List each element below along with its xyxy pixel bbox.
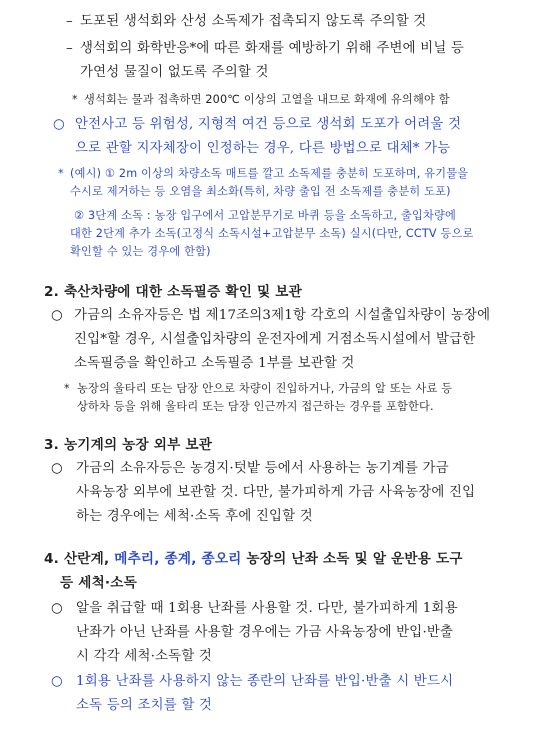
section-heading xyxy=(44,550,463,568)
body-text: 가금의 소유자등은 법 제17조의3제1항 각호의 시설출입차량이 농장에 xyxy=(74,308,491,323)
body-text: 도포된 생석회와 산성 소독제가 접촉되지 않도록 주의할 것 xyxy=(80,14,427,29)
section-heading: 3. 농기계의 농장 외부 보관 xyxy=(44,437,213,453)
example-text: 확인할 수 있는 경우에 한함) xyxy=(70,245,211,258)
heading-highlight: 메추리, 종계, 종오리 xyxy=(114,551,242,567)
note-mark: * xyxy=(64,382,70,395)
section-heading-cont: 등 세척·소독 xyxy=(60,575,137,591)
body-text: 생석회의 화학반응*에 따른 화재를 예방하기 위해 주변에 비닐 등 xyxy=(80,41,465,56)
body-text: 진입*할 경우, 시설출입차량의 운전자에게 거점소독시설에서 발급한 xyxy=(74,332,476,347)
footnote-text: 상하차 등을 위해 울타리 또는 담장 인근까지 접근하는 경우를 포함한다. xyxy=(77,400,434,413)
body-text: 난좌가 아닌 난좌를 사용할 경우에는 가금 사육농장에 반입·반출 xyxy=(76,625,454,640)
body-text-highlight: 1회용 난좌를 사용하지 않는 종란의 난좌를 반입·반출 시 반드시 xyxy=(76,674,454,689)
note-mark: * xyxy=(72,93,78,106)
circle-bullet: ○ xyxy=(51,308,63,323)
body-text: 알을 취급할 때 1회용 난좌를 사용할 것. 다만, 불가피하게 1회용 xyxy=(76,601,458,616)
note-mark: * xyxy=(58,167,64,180)
dash-marker: – xyxy=(66,14,73,29)
footnote-text: 농장의 울타리 또는 담장 안으로 차량이 진입하거나, 가금의 알 또는 사료 등 xyxy=(77,382,453,395)
body-text-highlight: 으로 관할 지자체장이 인정하는 경우, 다른 방법으로 대체* 가능 xyxy=(75,141,451,156)
example-text: ② 3단계 소독 : 농장 입구에서 고압분무기로 바퀴 등을 소독하고, 출입차량에 xyxy=(74,209,457,222)
heading-part: 농장의 난좌 소독 및 알 운반용 도구 xyxy=(241,551,463,567)
section-heading: 2. 축산차량에 대한 소독필증 확인 및 보관 xyxy=(44,284,302,300)
circle-bullet: ○ xyxy=(51,601,63,616)
circle-bullet: ○ xyxy=(51,461,63,476)
body-text: 하는 경우에는 세척·소독 후에 진입할 것 xyxy=(76,509,313,524)
body-text: 가금의 소유자등은 농경지·텃밭 등에서 사용하는 농기계를 가금 xyxy=(76,461,449,476)
body-text: 가연성 물질이 없도록 주의할 것 xyxy=(80,65,269,80)
example-text: 수시로 제거하는 등 오염을 최소화(특히, 차량 출입 전 소독제를 충분히 도포) xyxy=(70,185,451,198)
circle-bullet: ○ xyxy=(53,117,65,132)
footnote-text: 생석회는 물과 접촉하면 200℃ 이상의 고열을 내므로 화재에 유의해야 함 xyxy=(84,93,450,106)
body-text-highlight: 안전사고 등 위험성, 지형적 여건 등으로 생석회 도포가 어려울 것 xyxy=(75,117,462,132)
example-text: (예시) ① 2m 이상의 차량소독 매트를 깔고 소독제를 충분히 도포하며, 유기물을 xyxy=(70,167,469,180)
body-text: 소독필증을 확인하고 소독필증 1부를 보관할 것 xyxy=(74,356,355,371)
heading-part: 4. 산란계, xyxy=(44,551,115,567)
body-text: 시 각각 세척·소독할 것 xyxy=(76,649,213,664)
example-text: 대한 2단계 추가 소독(고정식 소독시설+고압분무 소독) 실시(다만, CCTV 등으로 xyxy=(70,227,474,240)
dash-marker: – xyxy=(66,41,73,56)
body-text-highlight: 소독 등의 조치를 할 것 xyxy=(76,698,213,713)
circle-bullet: ○ xyxy=(51,674,63,689)
body-text: 사육농장 외부에 보관할 것. 다만, 불가피하게 가금 사육농장에 진입 xyxy=(76,485,476,500)
